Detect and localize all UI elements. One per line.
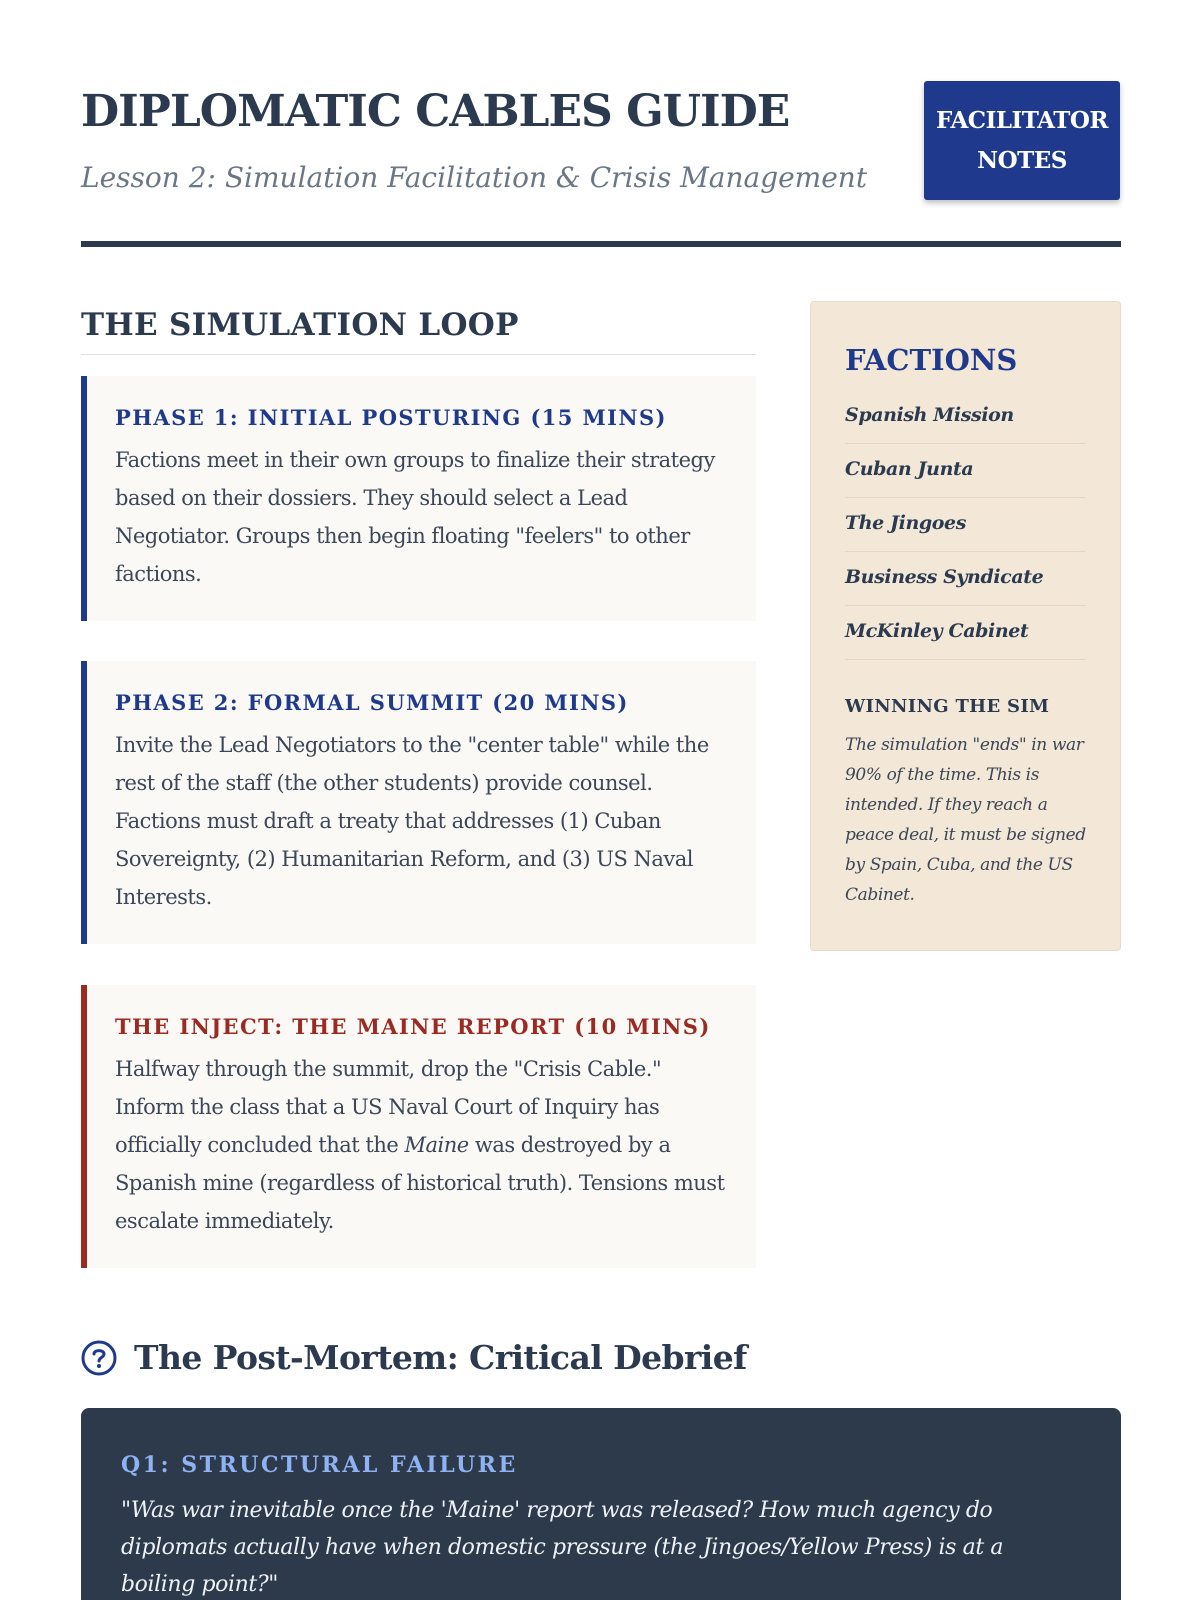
phase-card-1 — [81, 376, 756, 621]
question-card — [81, 1408, 1121, 1600]
header-rule — [81, 241, 1121, 247]
inject-title: THE INJECT: THE MAINE REPORT (10 MINS) — [115, 1014, 711, 1039]
faction-item: McKinley Cabinet — [845, 606, 1086, 660]
question-title: Q1: STRUCTURAL FAILURE — [121, 1452, 518, 1478]
winning-body: The simulation "ends" in war 90% of the time. This is intended. If they reach a peace deal, it must be signed by Spain, Cuba, and the US Cabinet. — [845, 735, 1086, 905]
question-body: "Was war inevitable once the 'Maine' report was released? How much agency do diplomats actually have when domestic pressure (the Jingoes/Yellow Press) is at a boiling point?" — [121, 1498, 1004, 1597]
facilitator-notes-badge — [924, 81, 1120, 200]
faction-item: Spanish Mission — [845, 390, 1086, 444]
phase-card-2 — [81, 661, 756, 944]
faction-item: The Jingoes — [845, 498, 1086, 552]
faction-item: Cuban Junta — [845, 444, 1086, 498]
factions-heading: FACTIONS — [845, 343, 1018, 377]
section-divider — [81, 354, 756, 355]
page-subtitle: Lesson 2: Simulation Facilitation & Crisis Management — [81, 161, 868, 194]
inject-body — [115, 1050, 736, 1240]
badge-line-1: FACILITATOR — [935, 106, 1109, 134]
inject-body-maine: Maine — [404, 1133, 469, 1157]
phase-body: Factions meet in their own groups to finalize their strategy based on their dossiers. They should select a Lead Negotiator. Groups then begin floating "feelers" to other factions. — [115, 448, 715, 586]
phase-title: PHASE 1: INITIAL POSTURING (15 MINS) — [115, 405, 667, 430]
debrief-heading: The Post-Mortem: Critical Debrief — [134, 1338, 747, 1377]
badge-line-2: NOTES — [977, 146, 1067, 174]
factions-sidebar — [810, 301, 1121, 951]
page-title: DIPLOMATIC CABLES GUIDE — [81, 86, 790, 137]
inject-card — [81, 985, 756, 1268]
phase-title: PHASE 2: FORMAL SUMMIT (20 MINS) — [115, 690, 629, 715]
question-circle-icon — [81, 1340, 117, 1376]
faction-item: Business Syndicate — [845, 552, 1086, 606]
inject-body-end: was destroyed by a Spanish mine (regardless of historical truth). Tensions must escalate immediately. — [115, 1133, 725, 1233]
winning-heading: WINNING THE SIM — [845, 696, 1050, 717]
simulation-loop-heading: THE SIMULATION LOOP — [81, 307, 519, 343]
inject-body-start: Halfway through the summit, drop the "Crisis Cable." Inform the class that a US Naval Court of Inquiry has officially concluded that the — [115, 1057, 662, 1157]
phase-body: Invite the Lead Negotiators to the "center table" while the rest of the staff (the other students) provide counsel. Factions must draft a treaty that addresses (1) Cuban Sovereignty, (2) Humanitarian Reform, and (3) US Naval Interests. — [115, 733, 709, 909]
